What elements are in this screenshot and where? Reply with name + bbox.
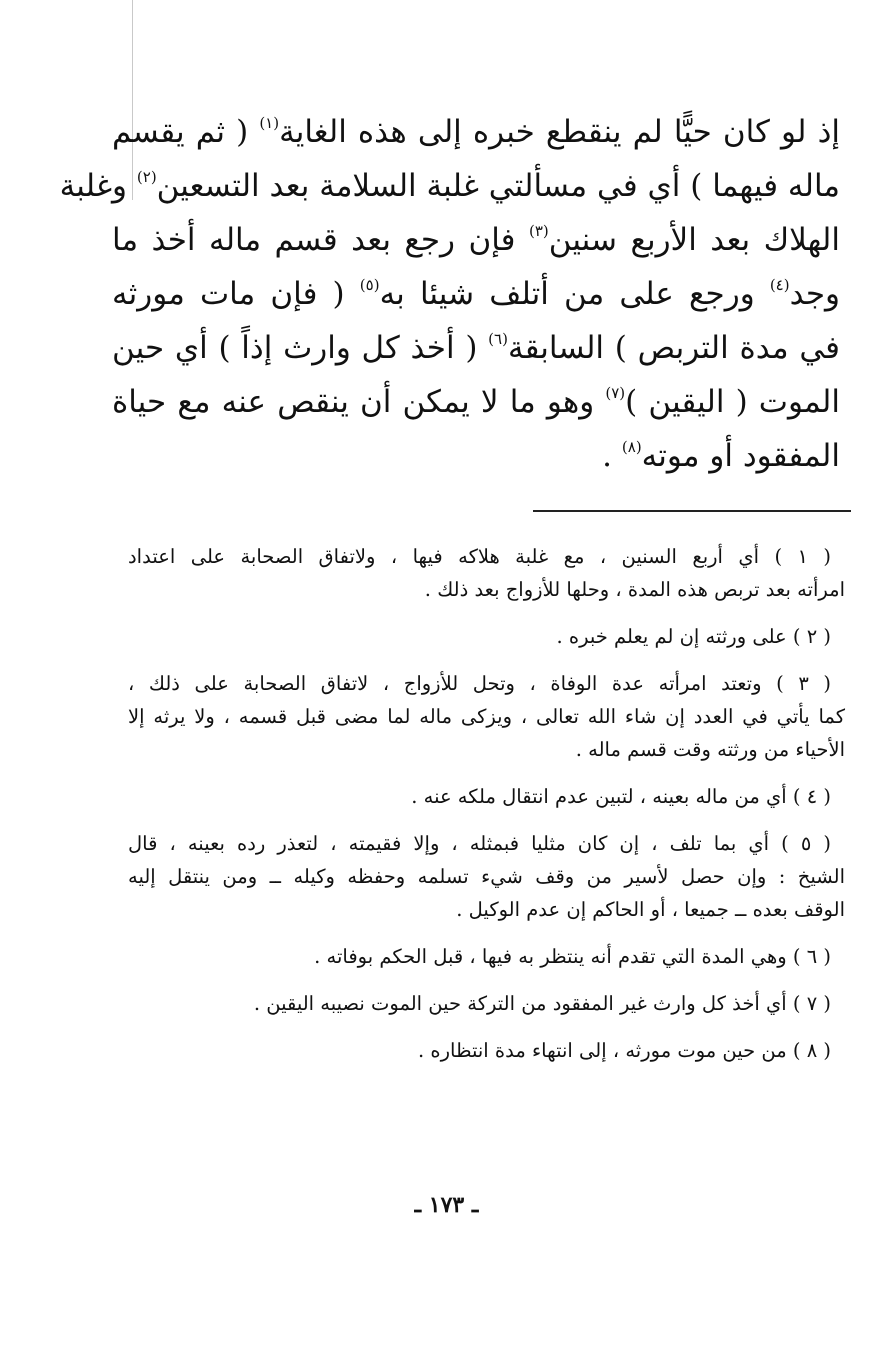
footnote-ref[interactable]: (٢) — [136, 168, 157, 186]
footnote-3: ( ٣ ) وتعتد امرأته عدة الوفاة ، وتحل للأزواج ، لاتفاق الصحابة على ذلك ، كما يأتي في العدد إن شاء الله تعالى ، ويزكى ماله لما مضى قبل قسمه ، ولا يرثه إلا الأحياء من ورثته وقت قسم ماله . — [128, 672, 845, 761]
footnote-ref[interactable]: (١) — [259, 114, 280, 132]
main-body-text — [59, 105, 840, 483]
body-line: ماله فيهما ) أي في مسألتي غلبة السلامة بعد التسعين$^{(٢)}$ وغلبة — [59, 168, 840, 204]
body-line: في مدة التربص ) السابقة$^{(٦)}$ ( أخذ كل وارث إذاً ) أي حين — [112, 330, 840, 366]
footnote-8: ( ٨ ) من حين موت مورثه ، إلى انتهاء مدة انتظاره . — [418, 1039, 831, 1062]
page-number: ـ ١٧٣ ـ — [414, 1192, 479, 1218]
body-line: المفقود أو موته$^{(٨)}$ . — [602, 438, 840, 474]
footnote-ref[interactable]: (٥) — [359, 276, 380, 294]
body-line: الموت ( اليقين )$^{(٧)}$ وهو ما لا يمكن أن ينقص عنه مع حياة — [112, 384, 840, 420]
footnote-6: ( ٦ ) وهي المدة التي تقدم أنه ينتظر به فيها ، قبل الحكم بوفاته . — [314, 945, 831, 968]
footnote-7: ( ٧ ) أي أخذ كل وارث غير المفقود من التركة حين الموت نصيبه اليقين . — [253, 992, 831, 1015]
footnote-ref[interactable]: (٦) — [488, 330, 508, 348]
footnote-ref[interactable]: (٧) — [605, 384, 626, 402]
footnote-ref[interactable]: (٨) — [621, 438, 642, 456]
body-line: إذ لو كان حيًّا لم ينقطع خبره إلى هذه الغاية$^{(١)}$ ( ثم يقسم — [112, 114, 840, 150]
footnote-2: ( ٢ ) على ورثته إن لم يعلم خبره . — [556, 625, 831, 648]
footnote-5: ( ٥ ) أي بما تلف ، إن كان مثليا فبمثله ، وإلا فقيمته ، لتعذر رده بعينه ، قال الشيخ : وإن حصل لأسير من وقف شيء تسلمه وحفظه وكيله ــ ومن ينتقل إليه الوقف بعده ــ جميعا ، أو الحاكم إن عدم الوكيل . — [128, 832, 845, 921]
body-line: الهلاك بعد الأربع سنين$^{(٣)}$ فإن رجع بعد قسم ماله أخذ ما — [112, 222, 840, 258]
footnote-ref[interactable]: (٤) — [769, 276, 790, 294]
footnote-4: ( ٤ ) أي من ماله بعينه ، لتبين عدم انتقال ملكه عنه . — [411, 785, 831, 808]
footnote-ref[interactable]: (٣) — [528, 222, 549, 240]
body-line: وجد$^{(٤)}$ ورجع على من أتلف شيئا به$^{(٥)}$ ( فإن مات مورثه — [112, 276, 840, 312]
footnote-separator — [533, 510, 851, 512]
footnote-1: ( ١ ) أي أربع السنين ، مع غلبة هلاكه فيها ، ولاتفاق الصحابة على اعتداد امرأته بعد تربص هذه المدة ، وحلها للأزواج بعد ذلك . — [128, 545, 845, 601]
footnotes-section — [128, 540, 845, 1081]
